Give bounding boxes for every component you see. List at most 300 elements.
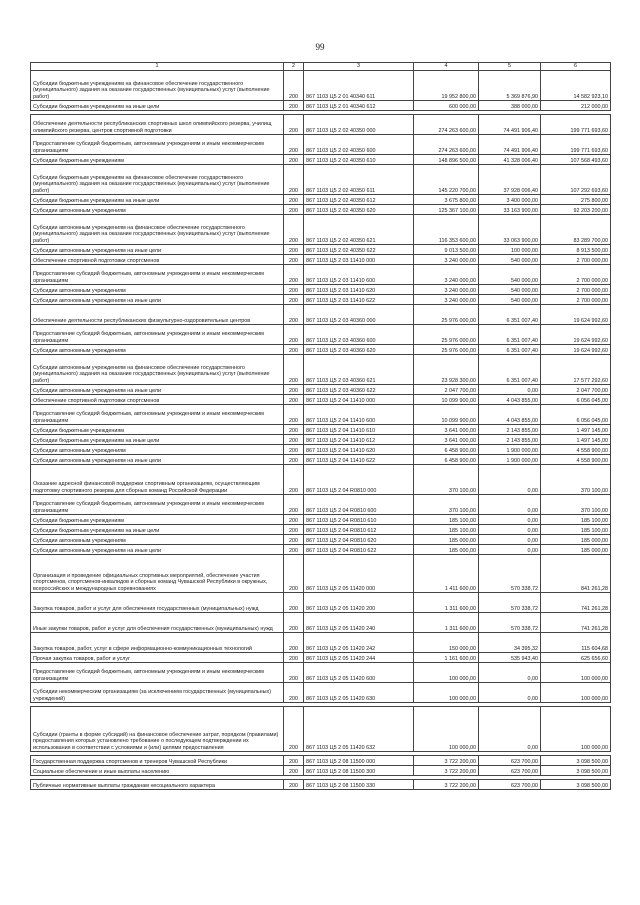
table-row — [31, 245, 611, 255]
row-amount-6-cell: 8 913 500,00 — [541, 245, 611, 255]
table-body — [31, 71, 611, 790]
table-row — [31, 205, 611, 215]
row-amount-6-cell: 19 624 992,60 — [541, 305, 611, 325]
row-code-cell: 867 1103 Ц5 2 03 40360 620 — [304, 345, 414, 355]
row-amount-4-cell: 3 641 000,00 — [414, 425, 479, 435]
row-amount-6-cell: 185 100,00 — [541, 525, 611, 535]
row-amount-6-cell: 115 604,68 — [541, 633, 611, 653]
row-code-cell: 867 1103 Ц5 2 02 40350 610 — [304, 155, 414, 165]
row-amount-4-cell: 1 411 600,00 — [414, 555, 479, 593]
row-column-2-cell: 200 — [284, 535, 304, 545]
row-amount-5-cell: 74 491 906,40 — [479, 135, 541, 155]
row-name-cell: Закупка товаров, работ и услуг для обеспечения государственных (муниципальных) нужд — [31, 593, 284, 613]
row-amount-4-cell: 150 000,00 — [414, 633, 479, 653]
row-amount-6-cell: 1 497 145,00 — [541, 435, 611, 445]
row-amount-5-cell: 33 163 900,00 — [479, 205, 541, 215]
row-amount-4-cell: 9 013 500,00 — [414, 245, 479, 255]
row-amount-6-cell: 2 700 000,00 — [541, 295, 611, 305]
row-amount-6-cell: 3 098 500,00 — [541, 766, 611, 776]
row-column-2-cell: 200 — [284, 756, 304, 766]
row-amount-5-cell: 540 000,00 — [479, 255, 541, 265]
row-code-cell: 867 1103 Ц5 2 04 R0810 612 — [304, 525, 414, 535]
row-column-2-cell: 200 — [284, 245, 304, 255]
row-column-2-cell: 200 — [284, 71, 304, 101]
row-code-cell: 867 1103 Ц5 2 02 40350 000 — [304, 115, 414, 135]
row-code-cell: 867 1103 Ц5 2 04 11410 610 — [304, 425, 414, 435]
row-amount-4-cell: 600 000,00 — [414, 101, 479, 111]
row-amount-6-cell: 100 000,00 — [541, 663, 611, 683]
row-code-cell: 867 1103 Ц5 2 04 R0810 600 — [304, 495, 414, 515]
row-name-cell: Обеспечение спортивной подготовки спортсменов — [31, 395, 284, 405]
row-code-cell: 867 1103 Ц5 2 02 40350 600 — [304, 135, 414, 155]
row-amount-5-cell: 540 000,00 — [479, 295, 541, 305]
row-name-cell: Субсидии бюджетным учреждениям на финансовое обеспечение государственного (муниципального) задания на оказание государственных (муниципальных) услуг (выполнение работ) — [31, 71, 284, 101]
row-amount-6-cell: 212 000,00 — [541, 101, 611, 111]
row-amount-6-cell: 100 000,00 — [541, 707, 611, 752]
row-amount-4-cell: 6 458 900,00 — [414, 445, 479, 455]
row-code-cell: 867 1103 Ц5 2 03 40360 622 — [304, 385, 414, 395]
row-amount-6-cell: 185 100,00 — [541, 515, 611, 525]
row-amount-6-cell: 625 656,60 — [541, 653, 611, 663]
row-amount-6-cell: 199 771 693,60 — [541, 115, 611, 135]
table-row — [31, 633, 611, 653]
row-amount-4-cell: 116 353 600,00 — [414, 215, 479, 245]
row-code-cell: 867 1103 Ц5 2 05 11420 000 — [304, 555, 414, 593]
row-name-cell: Субсидии автономным учреждениям на финансовое обеспечение государственного (муниципального) задания на оказание государственных (муниципальных) услуг (выполнение работ) — [31, 355, 284, 385]
column-header: 1 — [31, 63, 284, 71]
table-row — [31, 525, 611, 535]
row-amount-4-cell: 274 263 600,00 — [414, 135, 479, 155]
row-amount-5-cell: 0,00 — [479, 707, 541, 752]
row-column-2-cell: 200 — [284, 555, 304, 593]
row-column-2-cell: 200 — [284, 593, 304, 613]
row-code-cell: 867 1103 Ц5 2 02 40350 611 — [304, 165, 414, 195]
row-amount-6-cell: 370 100,00 — [541, 465, 611, 495]
row-amount-6-cell: 6 056 045,00 — [541, 395, 611, 405]
row-code-cell: 867 1103 Ц5 2 02 40350 621 — [304, 215, 414, 245]
row-amount-5-cell: 5 369 876,90 — [479, 71, 541, 101]
row-name-cell: Субсидии автономным учреждениям на иные цели — [31, 545, 284, 555]
row-amount-5-cell: 6 351 007,40 — [479, 345, 541, 355]
row-amount-4-cell: 274 263 600,00 — [414, 115, 479, 135]
row-amount-4-cell: 145 220 700,00 — [414, 165, 479, 195]
row-amount-6-cell: 3 098 500,00 — [541, 756, 611, 766]
row-amount-5-cell: 0,00 — [479, 663, 541, 683]
row-code-cell: 867 1103 Ц5 2 03 11410 622 — [304, 295, 414, 305]
row-column-2-cell: 200 — [284, 515, 304, 525]
row-amount-4-cell: 1 311 600,00 — [414, 593, 479, 613]
row-name-cell: Предоставление субсидий бюджетным, автономным учреждениям и иным некоммерческим организациям — [31, 405, 284, 425]
table-row — [31, 535, 611, 545]
table-row — [31, 613, 611, 633]
row-amount-5-cell: 570 338,72 — [479, 613, 541, 633]
row-column-2-cell: 200 — [284, 165, 304, 195]
table-row — [31, 435, 611, 445]
row-amount-6-cell: 83 289 700,00 — [541, 215, 611, 245]
row-amount-5-cell: 0,00 — [479, 385, 541, 395]
row-amount-4-cell: 370 100,00 — [414, 495, 479, 515]
row-code-cell: 867 1103 Ц5 2 03 40360 600 — [304, 325, 414, 345]
table-row — [31, 101, 611, 111]
row-amount-5-cell: 535 943,40 — [479, 653, 541, 663]
row-amount-5-cell: 388 000,00 — [479, 101, 541, 111]
table-row — [31, 255, 611, 265]
table-header-row — [31, 63, 611, 71]
row-amount-5-cell: 6 351 007,40 — [479, 325, 541, 345]
row-name-cell: Предоставление субсидий бюджетным, автономным учреждениям и иным некоммерческим организациям — [31, 135, 284, 155]
row-amount-6-cell: 19 624 992,60 — [541, 345, 611, 355]
row-amount-5-cell: 570 338,72 — [479, 555, 541, 593]
row-code-cell: 867 1103 Ц5 2 04 11410 000 — [304, 395, 414, 405]
table-row — [31, 155, 611, 165]
row-name-cell: Публичные нормативные выплаты гражданам несоциального характера — [31, 780, 284, 790]
row-amount-4-cell: 3 240 000,00 — [414, 285, 479, 295]
row-amount-5-cell: 6 351 007,40 — [479, 355, 541, 385]
row-amount-6-cell: 4 558 900,00 — [541, 445, 611, 455]
row-amount-4-cell: 1 161 600,00 — [414, 653, 479, 663]
row-amount-5-cell: 1 900 000,00 — [479, 445, 541, 455]
row-code-cell: 867 1103 Ц5 2 04 11410 600 — [304, 405, 414, 425]
row-name-cell: Иные закупки товаров, работ и услуг для обеспечения государственных (муниципальных) нужд — [31, 613, 284, 633]
row-name-cell: Субсидии автономным учреждениям — [31, 345, 284, 355]
row-amount-6-cell: 6 056 045,00 — [541, 405, 611, 425]
row-column-2-cell: 200 — [284, 545, 304, 555]
row-column-2-cell: 200 — [284, 395, 304, 405]
row-column-2-cell: 200 — [284, 455, 304, 465]
row-column-2-cell: 200 — [284, 155, 304, 165]
table-row — [31, 515, 611, 525]
column-header: 4 — [414, 63, 479, 71]
row-amount-4-cell: 148 896 500,00 — [414, 155, 479, 165]
row-code-cell: 867 1103 Ц5 2 02 40350 620 — [304, 205, 414, 215]
row-amount-6-cell: 2 700 000,00 — [541, 255, 611, 265]
row-code-cell: 867 1103 Ц5 2 02 40350 622 — [304, 245, 414, 255]
row-code-cell: 867 1103 Ц5 2 05 11420 630 — [304, 683, 414, 703]
row-amount-5-cell: 2 143 855,00 — [479, 435, 541, 445]
row-name-cell: Субсидии бюджетным учреждениям — [31, 515, 284, 525]
row-amount-5-cell: 2 143 855,00 — [479, 425, 541, 435]
row-code-cell: 867 1103 Ц5 2 04 11410 612 — [304, 435, 414, 445]
table-row — [31, 707, 611, 752]
row-column-2-cell: 200 — [284, 613, 304, 633]
row-column-2-cell: 200 — [284, 101, 304, 111]
row-amount-4-cell: 185 000,00 — [414, 545, 479, 555]
row-amount-4-cell: 100 000,00 — [414, 707, 479, 752]
table-row — [31, 766, 611, 776]
row-amount-5-cell: 623 700,00 — [479, 756, 541, 766]
table-row — [31, 325, 611, 345]
row-amount-5-cell: 1 900 000,00 — [479, 455, 541, 465]
row-column-2-cell: 200 — [284, 425, 304, 435]
row-name-cell: Субсидии автономным учреждениям — [31, 445, 284, 455]
row-amount-4-cell: 100 000,00 — [414, 663, 479, 683]
row-amount-5-cell: 6 351 007,40 — [479, 305, 541, 325]
row-amount-6-cell: 741 261,28 — [541, 593, 611, 613]
row-amount-5-cell: 33 063 900,00 — [479, 215, 541, 245]
table-row — [31, 555, 611, 593]
row-amount-4-cell: 10 099 900,00 — [414, 405, 479, 425]
row-amount-5-cell: 0,00 — [479, 545, 541, 555]
row-amount-4-cell: 25 976 000,00 — [414, 305, 479, 325]
row-column-2-cell: 200 — [284, 205, 304, 215]
row-code-cell: 867 1103 Ц5 2 08 11500 300 — [304, 766, 414, 776]
row-column-2-cell: 200 — [284, 135, 304, 155]
row-name-cell: Оказание адресной финансовой поддержки спортивным организациям, осуществляющим подготовку спортивного резерва для сборных команд Российской Федерации — [31, 465, 284, 495]
row-amount-4-cell: 1 311 600,00 — [414, 613, 479, 633]
row-column-2-cell: 200 — [284, 633, 304, 653]
row-column-2-cell: 200 — [284, 115, 304, 135]
row-name-cell: Закупка товаров, работ, услуг в сфере информационно-коммуникационных технологий — [31, 633, 284, 653]
row-name-cell: Субсидии автономным учреждениям — [31, 205, 284, 215]
row-amount-4-cell: 185 100,00 — [414, 515, 479, 525]
row-name-cell: Субсидии бюджетным учреждениям на иные цели — [31, 525, 284, 535]
row-amount-4-cell: 3 675 800,00 — [414, 195, 479, 205]
row-amount-5-cell: 540 000,00 — [479, 265, 541, 285]
row-amount-4-cell: 25 976 000,00 — [414, 325, 479, 345]
row-amount-5-cell: 0,00 — [479, 465, 541, 495]
table-row — [31, 395, 611, 405]
table-row — [31, 780, 611, 790]
column-header: 2 — [284, 63, 304, 71]
table-row — [31, 683, 611, 703]
row-column-2-cell: 200 — [284, 195, 304, 205]
table-row — [31, 285, 611, 295]
row-column-2-cell: 200 — [284, 663, 304, 683]
row-amount-4-cell: 19 952 800,00 — [414, 71, 479, 101]
row-column-2-cell: 200 — [284, 305, 304, 325]
table-row — [31, 355, 611, 385]
row-amount-5-cell: 540 000,00 — [479, 285, 541, 295]
row-amount-6-cell: 199 771 693,60 — [541, 135, 611, 155]
row-amount-5-cell: 4 043 855,00 — [479, 405, 541, 425]
row-amount-5-cell: 623 700,00 — [479, 780, 541, 790]
row-column-2-cell: 200 — [284, 707, 304, 752]
row-amount-4-cell: 25 976 000,00 — [414, 345, 479, 355]
row-amount-5-cell: 100 000,00 — [479, 245, 541, 255]
row-amount-6-cell: 4 558 900,00 — [541, 455, 611, 465]
row-column-2-cell: 200 — [284, 325, 304, 345]
row-amount-5-cell: 37 928 006,40 — [479, 165, 541, 195]
row-code-cell: 867 1103 Ц5 2 05 11420 242 — [304, 633, 414, 653]
row-column-2-cell: 200 — [284, 405, 304, 425]
row-code-cell: 867 1103 Ц5 2 04 11410 620 — [304, 445, 414, 455]
row-amount-5-cell: 0,00 — [479, 525, 541, 535]
row-column-2-cell: 200 — [284, 445, 304, 455]
table-row — [31, 165, 611, 195]
row-name-cell: Субсидии бюджетным учреждениям на финансовое обеспечение государственного (муниципального) задания на оказание государственных (муниципальных) услуг (выполнение работ) — [31, 165, 284, 195]
table-row — [31, 215, 611, 245]
row-amount-4-cell: 6 458 900,00 — [414, 455, 479, 465]
table-row — [31, 653, 611, 663]
row-amount-5-cell: 570 338,72 — [479, 593, 541, 613]
row-name-cell: Предоставление субсидий бюджетным, автономным учреждениям и иным некоммерческим организациям — [31, 265, 284, 285]
column-header: 3 — [304, 63, 414, 71]
row-amount-4-cell: 185 000,00 — [414, 535, 479, 545]
row-name-cell: Субсидии некоммерческим организациям (за исключением государственных (муниципальных) учреждений) — [31, 683, 284, 703]
row-code-cell: 867 1103 Ц5 2 05 11420 600 — [304, 663, 414, 683]
row-amount-6-cell: 185 000,00 — [541, 535, 611, 545]
row-code-cell: 867 1103 Ц5 2 04 11410 622 — [304, 455, 414, 465]
row-name-cell: Прочая закупка товаров, работ и услуг — [31, 653, 284, 663]
row-amount-6-cell: 2 047 700,00 — [541, 385, 611, 395]
row-amount-5-cell: 0,00 — [479, 683, 541, 703]
row-code-cell: 867 1103 Ц5 2 05 11420 200 — [304, 593, 414, 613]
row-amount-6-cell: 14 582 923,10 — [541, 71, 611, 101]
row-amount-5-cell: 41 328 006,40 — [479, 155, 541, 165]
row-name-cell: Предоставление субсидий бюджетным, автономным учреждениям и иным некоммерческим организациям — [31, 495, 284, 515]
row-column-2-cell: 200 — [284, 345, 304, 355]
row-column-2-cell: 200 — [284, 653, 304, 663]
row-amount-6-cell: 17 577 292,60 — [541, 355, 611, 385]
row-code-cell: 867 1103 Ц5 2 05 11420 244 — [304, 653, 414, 663]
row-amount-6-cell: 2 700 000,00 — [541, 265, 611, 285]
row-amount-4-cell: 10 099 900,00 — [414, 395, 479, 405]
row-code-cell: 867 1103 Ц5 2 04 R0810 622 — [304, 545, 414, 555]
page-number: 99 — [315, 42, 325, 52]
row-code-cell: 867 1103 Ц5 2 03 11410 620 — [304, 285, 414, 295]
table-row — [31, 295, 611, 305]
table-row — [31, 305, 611, 325]
row-amount-5-cell: 623 700,00 — [479, 766, 541, 776]
row-name-cell: Предоставление субсидий бюджетным, автономным учреждениям и иным некоммерческим организациям — [31, 663, 284, 683]
row-amount-4-cell: 3 240 000,00 — [414, 295, 479, 305]
row-amount-6-cell: 3 098 500,00 — [541, 780, 611, 790]
row-column-2-cell: 200 — [284, 285, 304, 295]
row-column-2-cell: 200 — [284, 295, 304, 305]
row-amount-5-cell: 74 491 906,40 — [479, 115, 541, 135]
row-column-2-cell: 200 — [284, 766, 304, 776]
row-column-2-cell: 200 — [284, 385, 304, 395]
row-amount-5-cell: 3 400 000,00 — [479, 195, 541, 205]
column-header: 6 — [541, 63, 611, 71]
row-code-cell: 867 1103 Ц5 2 04 R0810 620 — [304, 535, 414, 545]
row-amount-5-cell: 0,00 — [479, 535, 541, 545]
row-name-cell: Предоставление субсидий бюджетным, автономным учреждениям и иным некоммерческим организациям — [31, 325, 284, 345]
budget-table — [30, 62, 611, 790]
row-code-cell: 867 1103 Ц5 2 03 11410 000 — [304, 255, 414, 265]
row-name-cell: Субсидии бюджетным учреждениям — [31, 425, 284, 435]
row-name-cell: Субсидии автономным учреждениям на иные цели — [31, 455, 284, 465]
table-row — [31, 195, 611, 205]
row-amount-6-cell: 92 203 200,00 — [541, 205, 611, 215]
row-column-2-cell: 200 — [284, 495, 304, 515]
row-name-cell: Обеспечение деятельности республиканских физкультурно-оздоровительных центров — [31, 305, 284, 325]
row-name-cell: Обеспечение спортивной подготовки спортсменов — [31, 255, 284, 265]
row-amount-4-cell: 185 100,00 — [414, 525, 479, 535]
row-name-cell: Организация и проведение официальных спортивных мероприятий, обеспечение участия спортсменов, спортсменов-инвалидов и сборных команд Чувашской Республики в окружных, всероссийских и международных соревнованиях — [31, 555, 284, 593]
table-row — [31, 135, 611, 155]
row-column-2-cell: 200 — [284, 525, 304, 535]
row-column-2-cell: 200 — [284, 215, 304, 245]
row-amount-6-cell: 370 100,00 — [541, 495, 611, 515]
row-name-cell: Субсидии автономным учреждениям на иные цели — [31, 385, 284, 395]
row-column-2-cell: 200 — [284, 435, 304, 445]
row-amount-4-cell: 3 722 200,00 — [414, 766, 479, 776]
table-row — [31, 545, 611, 555]
row-column-2-cell: 200 — [284, 255, 304, 265]
row-code-cell: 867 1103 Ц5 2 05 11420 632 — [304, 707, 414, 752]
row-code-cell: 867 1103 Ц5 2 02 40350 612 — [304, 195, 414, 205]
row-name-cell: Субсидии автономным учреждениям — [31, 535, 284, 545]
table-row — [31, 265, 611, 285]
row-code-cell: 867 1103 Ц5 2 04 R0810 610 — [304, 515, 414, 525]
table-row — [31, 455, 611, 465]
table-row — [31, 425, 611, 435]
row-amount-4-cell: 3 641 000,00 — [414, 435, 479, 445]
row-amount-5-cell: 0,00 — [479, 495, 541, 515]
row-amount-4-cell: 3 240 000,00 — [414, 255, 479, 265]
row-name-cell: Субсидии бюджетным учреждениям на иные цели — [31, 435, 284, 445]
table-row — [31, 495, 611, 515]
row-code-cell: 867 1103 Ц5 2 01 40340 611 — [304, 71, 414, 101]
row-name-cell: Субсидии автономным учреждениям на финансовое обеспечение государственного (муниципального) задания на оказание государственных (муниципальных) услуг (выполнение работ) — [31, 215, 284, 245]
row-amount-6-cell: 1 497 145,00 — [541, 425, 611, 435]
row-amount-6-cell: 841 261,28 — [541, 555, 611, 593]
row-name-cell: Обеспечение деятельности республиканских спортивных школ олимпийского резерва, училищ олимпийского резерва, центров спортивной подготовки — [31, 115, 284, 135]
table-row — [31, 345, 611, 355]
row-amount-5-cell: 34 395,32 — [479, 633, 541, 653]
row-name-cell: Субсидии (гранты в форме субсидий) на финансовое обеспечение затрат, порядком (правилами) предоставления которых установлено требование о последующем подтверждении их использования в соответствии с условиями и (или) целями предоставления — [31, 707, 284, 752]
row-amount-5-cell: 4 043 855,00 — [479, 395, 541, 405]
row-amount-4-cell: 3 722 200,00 — [414, 756, 479, 766]
row-name-cell: Субсидии автономным учреждениям на иные цели — [31, 295, 284, 305]
row-column-2-cell: 200 — [284, 265, 304, 285]
row-code-cell: 867 1103 Ц5 2 03 40360 621 — [304, 355, 414, 385]
table-row — [31, 71, 611, 101]
row-name-cell: Субсидии бюджетным учреждениям на иные цели — [31, 195, 284, 205]
row-amount-6-cell: 107 292 693,60 — [541, 165, 611, 195]
row-amount-4-cell: 3 722 200,00 — [414, 780, 479, 790]
row-code-cell: 867 1103 Ц5 2 04 R0810 000 — [304, 465, 414, 495]
row-amount-6-cell: 107 568 493,60 — [541, 155, 611, 165]
row-amount-5-cell: 0,00 — [479, 515, 541, 525]
row-code-cell: 867 1103 Ц5 2 03 11410 600 — [304, 265, 414, 285]
row-column-2-cell: 200 — [284, 683, 304, 703]
row-amount-4-cell: 3 240 000,00 — [414, 265, 479, 285]
table-row — [31, 465, 611, 495]
table-row — [31, 405, 611, 425]
row-name-cell: Субсидии бюджетным учреждениям — [31, 155, 284, 165]
row-name-cell: Социальное обеспечение и иные выплаты населению — [31, 766, 284, 776]
row-code-cell: 867 1103 Ц5 2 05 11420 240 — [304, 613, 414, 633]
row-code-cell: 867 1103 Ц5 2 08 11500 330 — [304, 780, 414, 790]
row-amount-4-cell: 125 367 100,00 — [414, 205, 479, 215]
column-header: 5 — [479, 63, 541, 71]
row-column-2-cell: 200 — [284, 780, 304, 790]
row-amount-6-cell: 19 624 992,60 — [541, 325, 611, 345]
row-amount-6-cell: 741 261,28 — [541, 613, 611, 633]
table-row — [31, 445, 611, 455]
row-column-2-cell: 200 — [284, 465, 304, 495]
row-name-cell: Субсидии автономным учреждениям — [31, 285, 284, 295]
row-amount-4-cell: 2 047 700,00 — [414, 385, 479, 395]
row-name-cell: Субсидии бюджетным учреждениям на иные цели — [31, 101, 284, 111]
table-row — [31, 663, 611, 683]
row-name-cell: Государственная поддержка спортсменов и тренеров Чувашской Республики — [31, 756, 284, 766]
table-row — [31, 385, 611, 395]
row-amount-6-cell: 2 700 000,00 — [541, 285, 611, 295]
table-row — [31, 756, 611, 766]
row-code-cell: 867 1103 Ц5 2 03 40360 000 — [304, 305, 414, 325]
row-amount-6-cell: 275 800,00 — [541, 195, 611, 205]
row-amount-6-cell: 100 000,00 — [541, 683, 611, 703]
row-amount-4-cell: 370 100,00 — [414, 465, 479, 495]
table-row — [31, 593, 611, 613]
row-code-cell: 867 1103 Ц5 2 08 11500 000 — [304, 756, 414, 766]
row-name-cell: Субсидии автономным учреждениям на иные цели — [31, 245, 284, 255]
row-code-cell: 867 1103 Ц5 2 01 40340 612 — [304, 101, 414, 111]
row-column-2-cell: 200 — [284, 355, 304, 385]
